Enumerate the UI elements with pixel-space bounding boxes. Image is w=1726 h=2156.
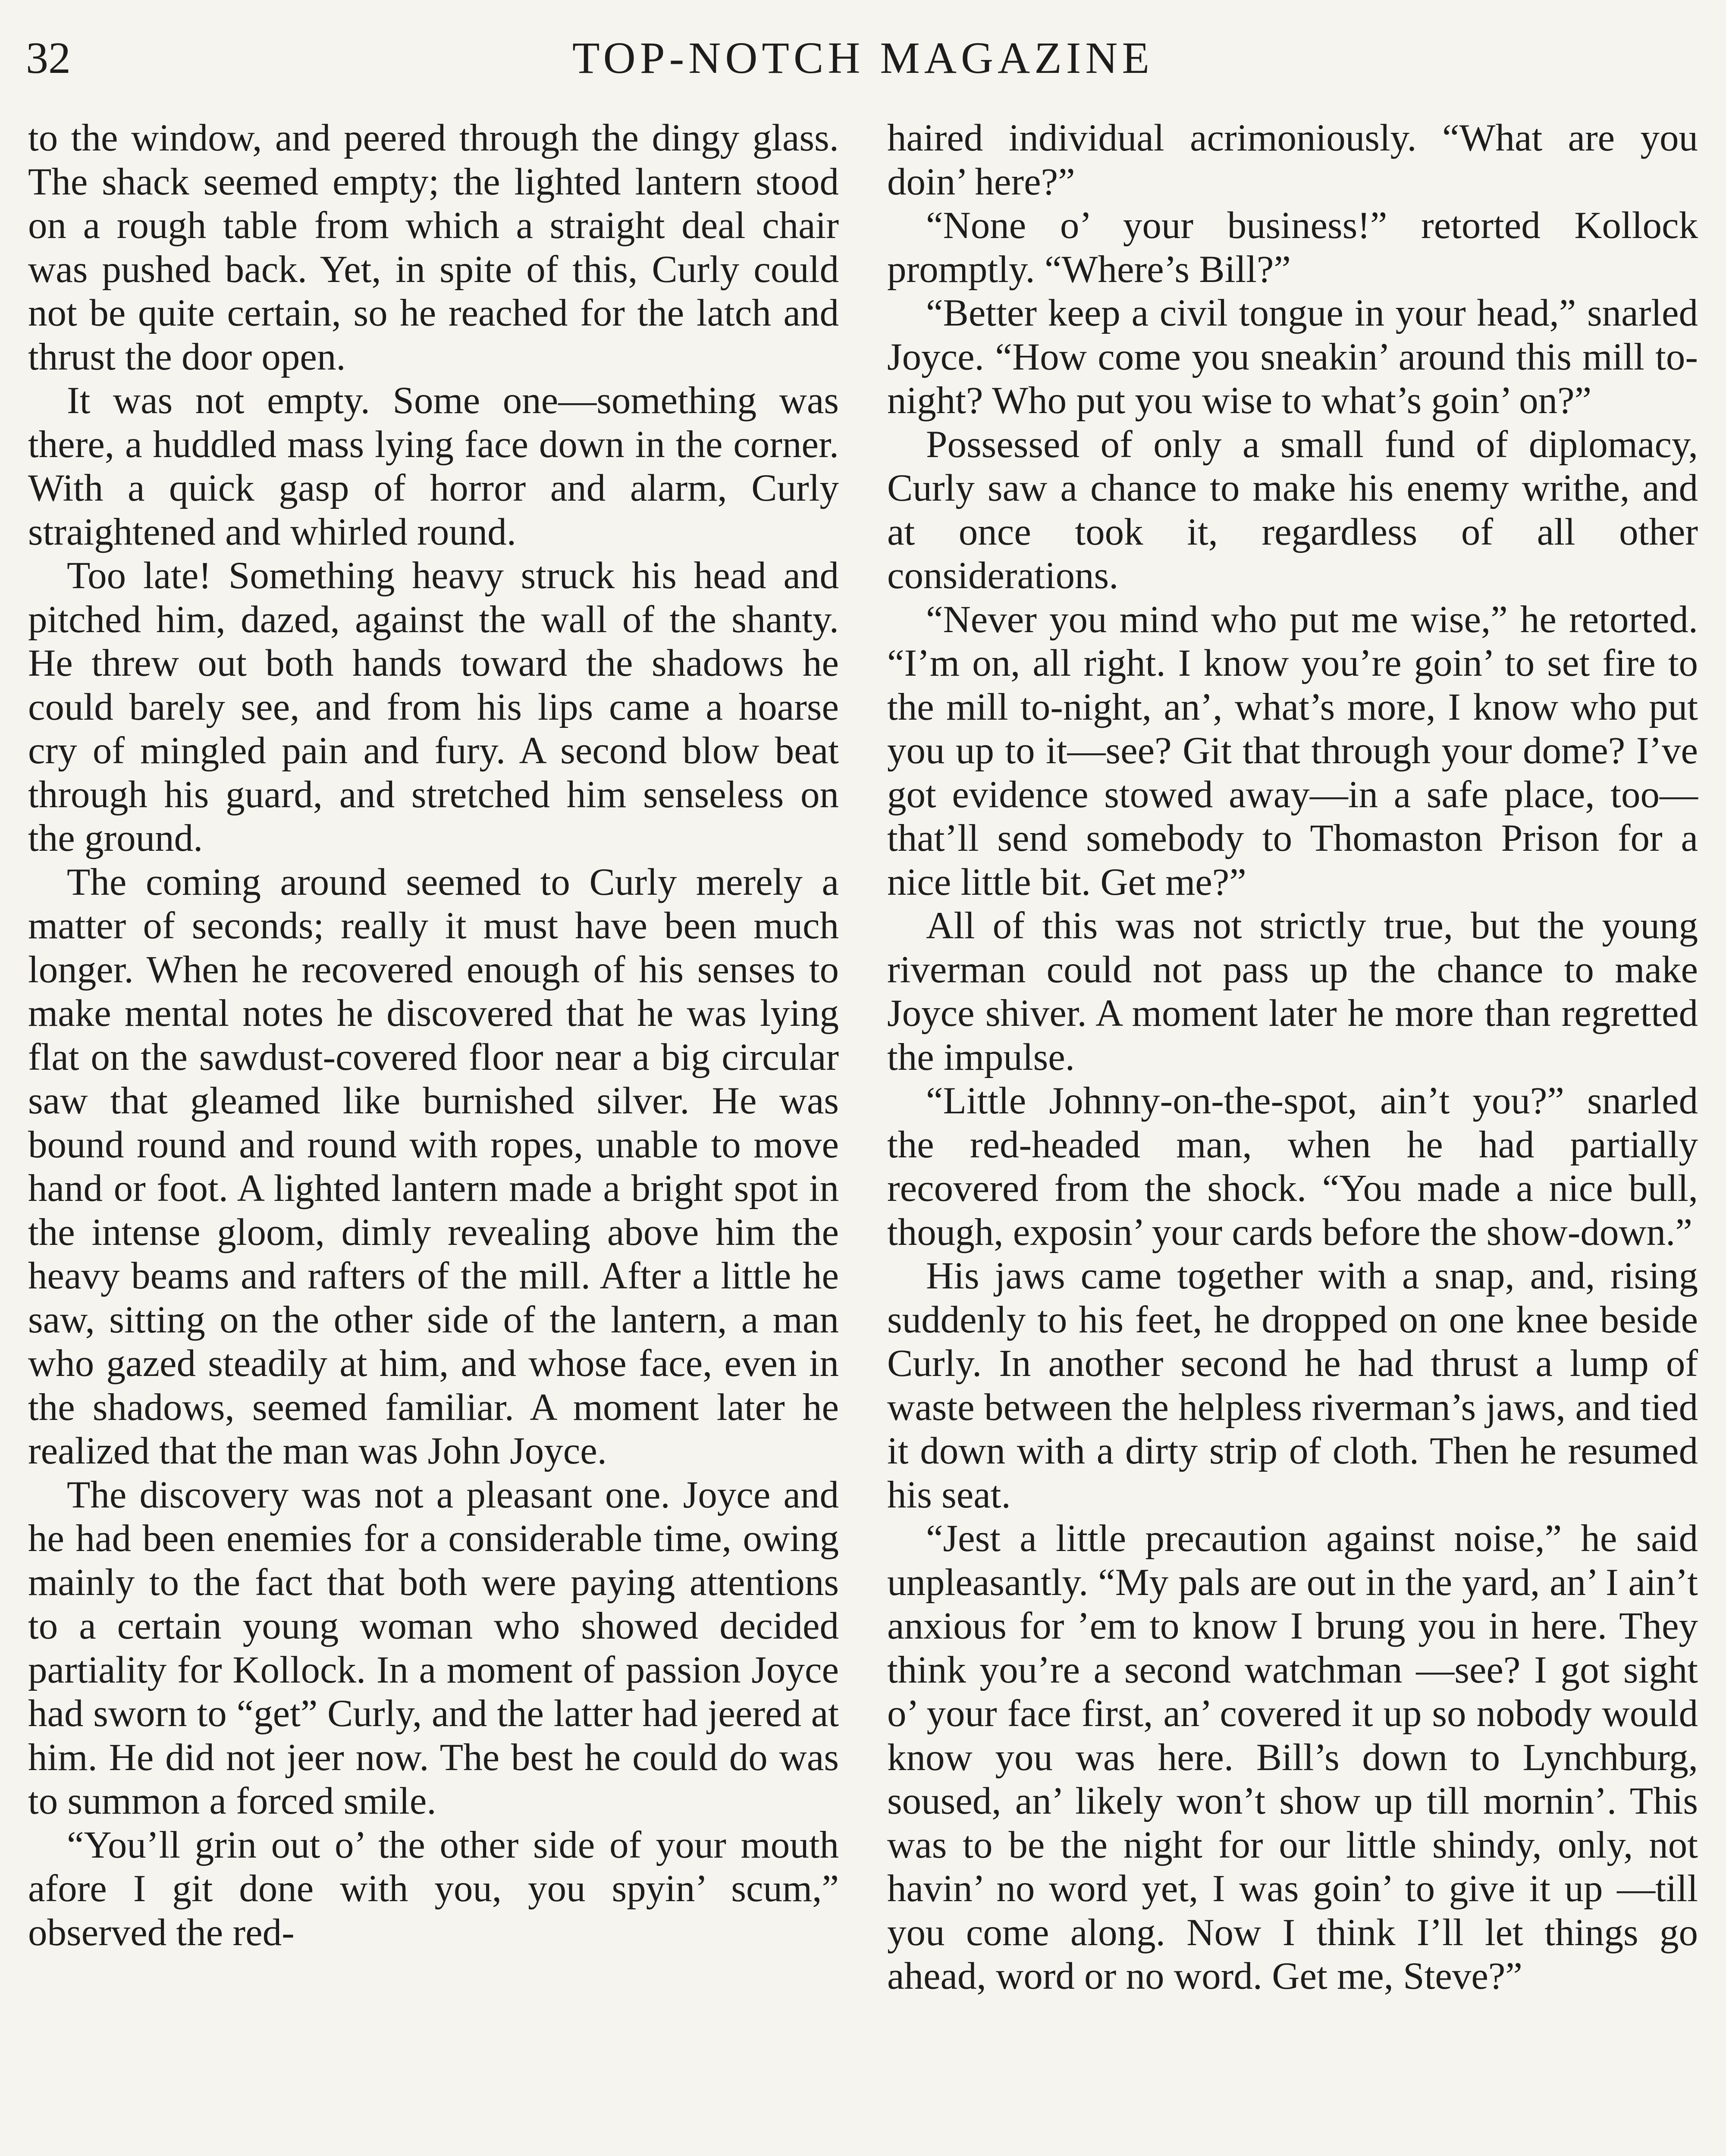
paragraph: Possessed of only a small fund of diplomacy, Curly saw a chance to make his enemy writhe, and at once took it, regardless of all other considerations. (887, 423, 1698, 597)
paragraph: All of this was not strictly true, but the young riverman could not pass up the chance to make Joyce shiver. A moment later he more than regretted the impulse. (887, 905, 1698, 1078)
paragraph: His jaws came together with a snap, and, rising suddenly to his feet, he dropped on one knee beside Curly. In another second he had thrust a lump of waste between the helpless riverman’s jaws, and tied it down with a dirty strip of cloth. Then he resumed his seat. (887, 1255, 1698, 1516)
paragraph: to the window, and peered through the dingy glass. The shack seemed empty; the lighted lantern stood on a rough table from which a straight deal chair was pushed back. Yet, in spite of this, Curly could not be quite certain, so he reached for the latch and thrust the door open. (28, 117, 839, 378)
paragraph: “Better keep a civil tongue in your head,” snarled Joyce. “How come you sneakin’ around this mill to-night? Who put you wise to what’s goin’ on?” (887, 292, 1698, 422)
left-column (28, 116, 839, 1955)
paragraph: “Little Johnny-on-the-spot, ain’t you?” snarled the red-headed man, when he had partially recovered from the shock. “You made a nice bull, though, exposin’ your cards before the show-down.” (887, 1080, 1698, 1253)
paragraph: “You’ll grin out o’ the other side of your mouth afore I git done with you, you spyin’ scum,” observed the red- (28, 1824, 839, 1954)
paragraph: haired individual acrimoniously. “What are you doin’ here?” (887, 117, 1698, 203)
paragraph: “Never you mind who put me wise,” he retorted. “I’m on, all right. I know you’re goin’ to set fire to the mill to-night, an’, what’s more, I know who put you up to it—see? Git that through your dome? I’ve got evidence stowed away—in a safe place, too—that’ll send somebody to Thomaston Prison for a nice little bit. Get me?” (887, 598, 1698, 903)
running-title: TOP-NOTCH MAGAZINE (572, 33, 1154, 83)
paragraph: The coming around seemed to Curly merely a matter of seconds; really it must have been much longer. When he recovered enough of his senses to make mental notes he discovered that he was lying flat on the sawdust-covered floor near a big circular saw that gleamed like burnished silver. He was bound round and round with ropes, unable to move hand or foot. A lighted lantern made a bright spot in the intense gloom, dimly revealing above him the heavy beams and rafters of the mill. After a little he saw, sitting on the other side of the lantern, a man who gazed steadily at him, and whose face, even in the shadows, seemed familiar. A moment later he realized that the man was John Joyce. (28, 861, 839, 1472)
paragraph: “Jest a little precaution against noise,” he said unpleasantly. “My pals are out in the yard, an’ I ain’t anxious for ’em to know I brung you in here. They think you’re a second watchman —see? I got sight o’ your face first, an’ covered it up so nobody would know you was here. Bill’s down to Lynchburg, soused, an’ likely won’t show up till mornin’. This was to be the night for our little shindy, only, not havin’ no word yet, I was goin’ to give it up —till you come along. Now I think I’ll let things go ahead, word or no word. Get me, Steve?” (887, 1517, 1698, 1997)
page-header (0, 30, 1726, 86)
right-column (887, 116, 1698, 1999)
paragraph: “None o’ your business!” retorted Kollock promptly. “Where’s Bill?” (887, 204, 1698, 291)
paragraph: It was not empty. Some one—something was there, a huddled mass lying face down in the corner. With a quick gasp of horror and alarm, Curly straightened and whirled round. (28, 379, 839, 553)
page-number: 32 (26, 33, 71, 83)
paragraph: Too late! Something heavy struck his head and pitched him, dazed, against the wall of the shanty. He threw out both hands toward the shadows he could barely see, and from his lips came a hoarse cry of mingled pain and fury. A second blow beat through his guard, and stretched him senseless on the ground. (28, 555, 839, 859)
paragraph: The discovery was not a pleasant one. Joyce and he had been enemies for a considerable time, owing mainly to the fact that both were paying attentions to a certain young woman who showed decided partiality for Kollock. In a moment of passion Joyce had sworn to “get” Curly, and the latter had jeered at him. He did not jeer now. The best he could do was to summon a forced smile. (28, 1473, 839, 1822)
